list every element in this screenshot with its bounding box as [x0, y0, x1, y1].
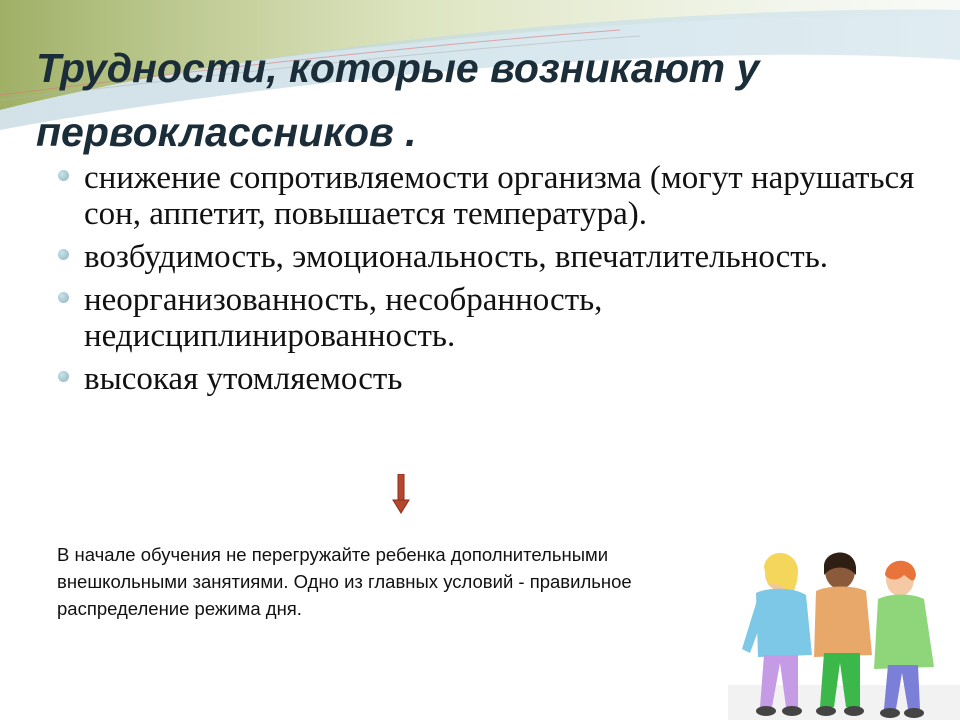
bullet-dot-icon: [58, 292, 69, 303]
bullet-item: [58, 239, 918, 275]
bullet-text: неорганизованность, несобранность, недисциплинированность.: [84, 282, 603, 354]
bullet-item: [58, 160, 918, 232]
children-walking-illustration: [728, 545, 960, 720]
bullet-dot-icon: [58, 249, 69, 260]
bullet-dot-icon: [58, 170, 69, 181]
down-arrow-icon: [391, 474, 411, 514]
bullet-text: высокая утомляемость: [84, 361, 403, 397]
advice-text: В начале обучения не перегружайте ребенка дополнительными внешкольными занятиями. Одно из главных условий - правильное распределение режима дня.: [57, 544, 632, 619]
bullet-item: [58, 282, 918, 354]
slide-title: Трудности, которые возникают у первоклассников .: [36, 45, 760, 155]
bullet-text: возбудимость, эмоциональность, впечатлительность.: [84, 239, 829, 275]
bullet-list: [58, 160, 918, 404]
bullet-item: [58, 361, 918, 397]
bullet-text: снижение сопротивляемости организма (могут нарушаться сон, аппетит, повышается температура).: [84, 160, 915, 232]
bullet-dot-icon: [58, 371, 69, 382]
